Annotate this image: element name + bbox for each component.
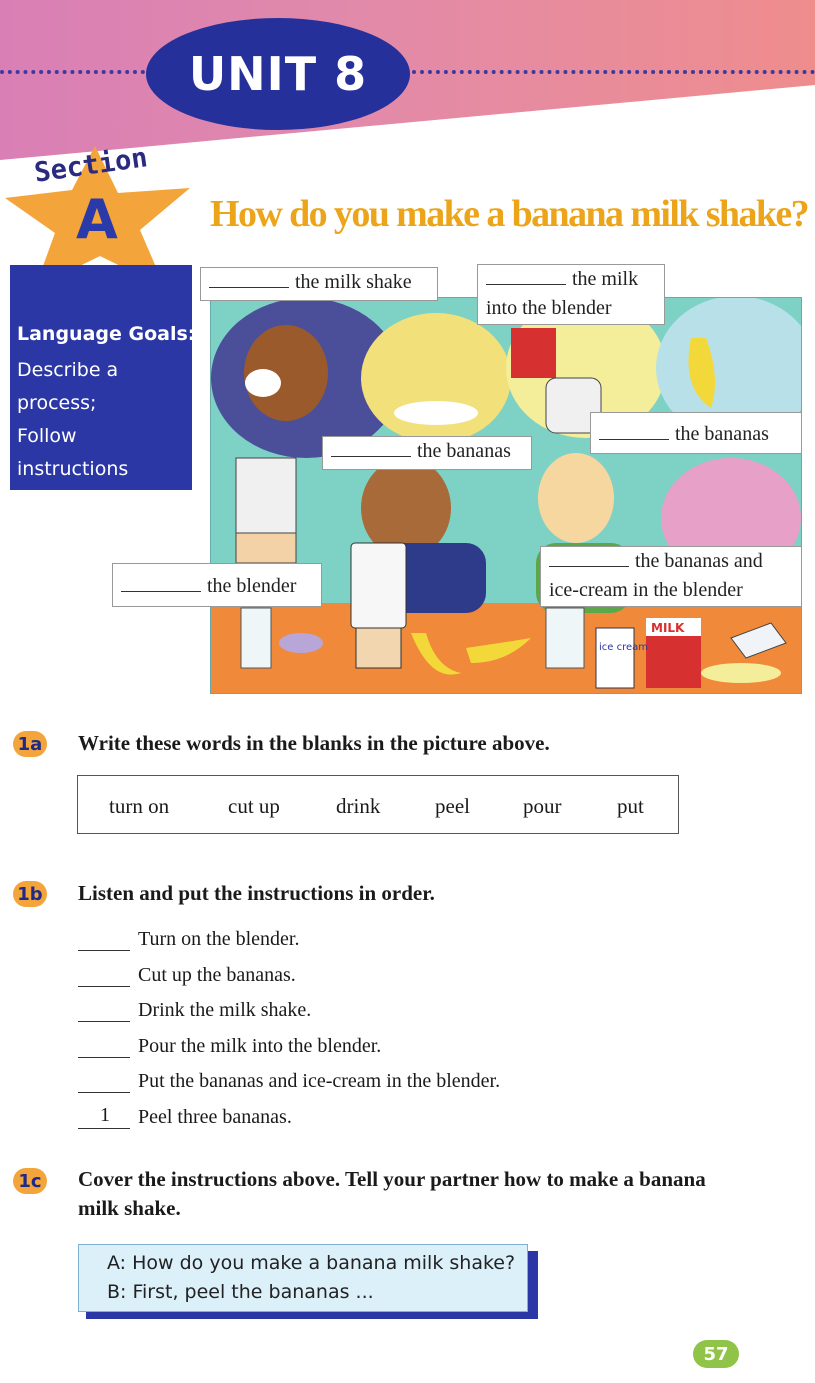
section-word: Section bbox=[32, 142, 150, 189]
picture-label-text: the bananas bbox=[675, 423, 769, 445]
exercise-1b-title: Listen and put the instructions in order. bbox=[78, 881, 435, 905]
answer-blank[interactable] bbox=[599, 421, 669, 440]
picture-label-text: the blender bbox=[207, 575, 297, 597]
order-text: Pour the milk into the blender. bbox=[138, 1035, 382, 1057]
section-letter: A bbox=[76, 188, 118, 251]
icecream-text: ice cream bbox=[599, 642, 649, 653]
word-bank-item[interactable]: pour bbox=[523, 794, 562, 818]
picture-label-text: the bananas bbox=[417, 440, 511, 462]
word-bank-item[interactable]: peel bbox=[435, 794, 470, 818]
order-blank[interactable] bbox=[78, 1057, 130, 1058]
answer-blank[interactable] bbox=[331, 438, 411, 457]
goal-line: process; bbox=[17, 392, 97, 414]
order-number: 1 bbox=[100, 1104, 110, 1126]
unit-title: UNIT 8 bbox=[188, 47, 368, 101]
picture-label-text: the milk shake bbox=[295, 271, 412, 293]
dialog-line-b: B: First, peel the bananas ... bbox=[107, 1281, 374, 1303]
answer-blank[interactable] bbox=[549, 548, 629, 567]
page-number: 57 bbox=[693, 1340, 739, 1368]
order-text: Peel three bananas. bbox=[138, 1106, 292, 1128]
order-blank[interactable] bbox=[78, 1092, 130, 1093]
dialog-line-a: A: How do you make a banana milk shake? bbox=[107, 1252, 516, 1274]
picture-label bbox=[540, 546, 802, 607]
picture-label bbox=[112, 563, 322, 607]
order-blank[interactable] bbox=[78, 1128, 130, 1129]
order-blank[interactable] bbox=[78, 1021, 130, 1022]
word-bank-item[interactable]: cut up bbox=[228, 794, 280, 818]
goal-line: Follow bbox=[17, 425, 77, 447]
answer-blank[interactable] bbox=[486, 266, 566, 285]
illustration-scene bbox=[211, 298, 801, 693]
order-text: Put the bananas and ice-cream in the blender. bbox=[138, 1070, 501, 1092]
answer-blank[interactable] bbox=[121, 573, 201, 592]
answer-blank[interactable] bbox=[209, 269, 289, 288]
language-goals-heading: Language Goals: bbox=[17, 323, 196, 345]
word-bank-item[interactable]: put bbox=[617, 794, 644, 818]
milk-carton-text: MILK bbox=[651, 621, 685, 635]
dotted-rule-left bbox=[0, 70, 145, 74]
word-bank bbox=[77, 775, 679, 834]
banana-milkshake-illustration bbox=[210, 297, 802, 694]
exercise-1c-title-line1: Cover the instructions above. Tell your partner how to make a banana bbox=[78, 1167, 706, 1191]
dotted-rule-right bbox=[412, 70, 815, 74]
exercise-badge-1b: 1b bbox=[13, 881, 47, 907]
picture-label bbox=[322, 436, 532, 470]
picture-label bbox=[590, 412, 802, 454]
order-blank[interactable] bbox=[78, 950, 130, 951]
picture-label bbox=[200, 267, 438, 301]
picture-label-text: the milk bbox=[572, 268, 639, 290]
picture-label-text: the bananas and bbox=[635, 550, 763, 572]
unit-badge bbox=[146, 18, 410, 130]
exercise-1a-title: Write these words in the blanks in the picture above. bbox=[78, 731, 550, 755]
order-text: Turn on the blender. bbox=[138, 928, 300, 950]
order-text: Cut up the bananas. bbox=[138, 964, 296, 986]
order-text: Drink the milk shake. bbox=[138, 999, 312, 1021]
page-title: How do you make a banana milk shake? bbox=[210, 193, 809, 235]
exercise-badge-1c: 1c bbox=[13, 1168, 47, 1194]
language-goals-text bbox=[17, 354, 187, 486]
goal-line: instructions bbox=[17, 458, 129, 480]
order-blank[interactable] bbox=[78, 986, 130, 987]
word-bank-item[interactable]: turn on bbox=[109, 794, 170, 818]
goal-line: Describe a bbox=[17, 359, 119, 381]
example-dialog-box bbox=[78, 1244, 528, 1312]
picture-label-text: ice-cream in the blender bbox=[549, 579, 743, 601]
exercise-badge-1a: 1a bbox=[13, 731, 47, 757]
word-bank-item[interactable]: drink bbox=[336, 794, 381, 818]
picture-label bbox=[477, 264, 665, 325]
picture-label-text: into the blender bbox=[486, 297, 612, 319]
exercise-1c-title-line2: milk shake. bbox=[78, 1196, 181, 1220]
